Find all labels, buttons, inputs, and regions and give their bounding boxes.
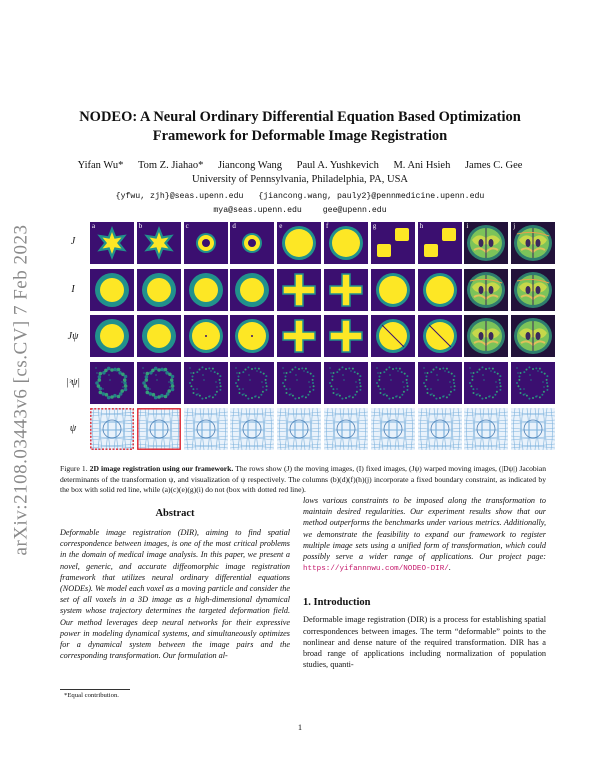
tile-graphic — [277, 269, 321, 311]
figure-tile — [230, 269, 274, 311]
figure-tile — [230, 222, 274, 264]
column-letter: e — [279, 222, 283, 230]
author: Jiancong Wang — [218, 160, 283, 171]
figure-tile — [137, 222, 181, 264]
figure-tile — [418, 362, 462, 404]
column-letter: c — [185, 222, 189, 230]
figure-tile — [511, 269, 555, 311]
abstract-heading: Abstract — [155, 508, 195, 519]
figure-tile — [418, 222, 462, 264]
email-line-2 — [0, 206, 600, 215]
tile-graphic — [324, 222, 368, 264]
tile-graphic — [464, 315, 508, 357]
column-letter: b — [138, 222, 143, 230]
tile-graphic — [230, 408, 274, 450]
tile-graphic — [230, 222, 274, 264]
tile-graphic — [324, 408, 368, 450]
section-heading-introduction: 1. Introduction — [303, 597, 371, 609]
figure-tile — [184, 315, 228, 357]
caption-bold: 2D image registration using our framework. — [89, 464, 234, 473]
abstract-cont: lows various constraints to be imposed along the transformation to maintain desired regularities. Our experiment results show that our method outperforms the benchmarks under various metrics. Additionally, we demonstrate the feasibility to expand our framework to register multiple image sets using a unified form of transformation, which could possibly serve a wider range of applications. Our project page: — [303, 496, 546, 562]
figure-tile — [324, 269, 368, 311]
figure-tile — [277, 222, 321, 264]
figure-tile — [137, 315, 181, 357]
tile-graphic — [418, 222, 462, 264]
tile-graphic — [90, 222, 134, 264]
tile-graphic — [137, 269, 181, 311]
figure-tile — [324, 222, 368, 264]
tile-graphic — [90, 362, 134, 404]
tile-graphic — [371, 269, 415, 311]
figure-tile — [277, 408, 321, 450]
tile-graphic — [324, 315, 368, 357]
tile-graphic — [137, 362, 181, 404]
email[interactable]: gee@upenn.edu — [322, 206, 387, 215]
figure-tile — [230, 315, 274, 357]
abstract-end: . — [448, 563, 451, 573]
figure-tile — [184, 269, 228, 311]
tile-graphic — [464, 269, 508, 311]
intro-text: Deformable image registration (DIR) is a process for establishing spatial correspondences between images. The term “deformable” points to the nonlinear and dense nature of the required transformation. DIR has a broad range of applications including normalization of population studies, quanti- — [303, 615, 546, 670]
tile-graphic — [371, 222, 415, 264]
column-letter: f — [326, 222, 329, 230]
caption-text: The rows show (J) the moving images, (I) fixed images, (Jψ) warped moving images, (|Dψ|) Jacobian determinants of the transformation ψ, and visualization of ψ respectively. The columns (b)(d)(f)(h)(j) incorporate a fixed boundary constraint, as indicated by the box with solid red line, while (a)(c)(e)(g)(i) do not (box with dotted red line). — [60, 464, 546, 494]
tile-graphic — [464, 362, 508, 404]
tile-graphic — [277, 362, 321, 404]
figure-tile — [511, 362, 555, 404]
figure-tile — [418, 269, 462, 311]
tile-graphic — [230, 315, 274, 357]
tile-graphic — [418, 408, 462, 450]
row-label-j: J — [70, 236, 76, 247]
figure-tile — [137, 408, 181, 450]
figure-tile — [464, 362, 508, 404]
figure-tile — [464, 315, 508, 357]
tile-graphic — [371, 362, 415, 404]
figure-tile — [511, 315, 555, 357]
tile-graphic — [184, 269, 228, 311]
figure-tile — [371, 222, 415, 264]
right-column — [303, 495, 546, 670]
affiliation: University of Pennsylvania, Philadelphia, PA, USA — [191, 174, 409, 185]
figure-tile — [184, 362, 228, 404]
abstract-text-cont — [303, 495, 546, 575]
row-label-psi: ψ — [69, 423, 77, 434]
figure-tile — [371, 269, 415, 311]
figure-tile — [371, 315, 415, 357]
figure-tile — [324, 362, 368, 404]
tile-graphic — [137, 315, 181, 357]
figure-tile — [511, 408, 555, 450]
tile-graphic — [230, 269, 274, 311]
figure-tile — [90, 315, 134, 357]
figure-tile — [90, 408, 134, 450]
figure-tile — [277, 315, 321, 357]
arxiv-stamp — [6, 210, 36, 570]
figure-tile — [137, 269, 181, 311]
author: Paul A. Yushkevich — [296, 160, 379, 171]
figure-tile — [371, 408, 415, 450]
tile-graphic — [277, 315, 321, 357]
tile-graphic — [137, 222, 181, 264]
author: Yifan Wu* — [77, 160, 124, 171]
tile-graphic — [90, 408, 134, 450]
tile-graphic — [184, 222, 228, 264]
figure-tile — [324, 315, 368, 357]
tile-graphic — [418, 315, 462, 357]
footnote: *Equal contribution. — [64, 692, 119, 699]
author: James C. Gee — [464, 160, 523, 171]
email-line-1 — [0, 192, 600, 201]
tile-graphic — [277, 408, 321, 450]
figure-caption — [60, 464, 546, 496]
email[interactable]: {jiancong.wang, pauly2}@pennmedicine.upenn.edu — [258, 192, 485, 201]
figure-tile — [511, 222, 555, 264]
title-line-2: Framework for Deformable Image Registration — [152, 128, 448, 144]
abstract-text: Deformable image registration (DIR), aiming to find spatial correspondence between images, is one of the most critical problems in the domain of medical image analysis. In this paper, we present a novel, generic, and accurate diffeomorphic image registration framework that utilizes neural ordinary differential equations (NODEs). We model each voxel as a moving particle and consider the set of all voxels in a 3D image as a high-dimensional dynamical system whose trajectory determines the targeted deformation field. Our method leverages deep neural networks for their expressive power in modeling dynamical systems, and simultaneously optimizes for a dynamical system between the image pairs and the corresponding transformation. Our formulation al- — [60, 528, 290, 661]
figure-tile — [464, 222, 508, 264]
tile-graphic — [324, 269, 368, 311]
figure-tile — [277, 362, 321, 404]
column-letter: a — [92, 222, 96, 230]
arxiv-stamp-text: arXiv:2108.03443v6 [cs.CV] 7 Feb 2023 — [10, 224, 32, 556]
tile-graphic — [418, 269, 462, 311]
figure-tile — [324, 408, 368, 450]
column-letter: j — [513, 222, 516, 230]
email[interactable]: mya@seas.upenn.edu — [213, 206, 302, 215]
tile-graphic — [230, 362, 274, 404]
author-list — [0, 160, 600, 171]
figure-tile — [184, 222, 228, 264]
caption-prefix: Figure 1. — [60, 464, 88, 473]
figure-1 — [60, 222, 548, 462]
tile-graphic — [184, 315, 228, 357]
tile-graphic — [464, 408, 508, 450]
paper-title — [0, 108, 600, 146]
row-label-jacobian: |ᶟψ| — [65, 377, 81, 388]
tile-graphic — [511, 222, 555, 264]
figure-tile — [277, 269, 321, 311]
page-number: 1 — [297, 722, 303, 732]
tile-graphic — [371, 408, 415, 450]
figure-tile — [90, 269, 134, 311]
figure-tile — [137, 362, 181, 404]
figure-tile — [418, 315, 462, 357]
figure-tile — [371, 362, 415, 404]
footnote-divider — [60, 689, 130, 690]
title-line-1: NODEO: A Neural Ordinary Differential Equation Based Optimization — [79, 109, 521, 125]
figure-tile — [90, 362, 134, 404]
tile-graphic — [184, 408, 228, 450]
figure-tile — [464, 408, 508, 450]
tile-graphic — [511, 269, 555, 311]
tile-graphic — [277, 222, 321, 264]
row-label-i: I — [71, 284, 75, 295]
tile-graphic — [371, 315, 415, 357]
tile-graphic — [511, 362, 555, 404]
tile-graphic — [418, 362, 462, 404]
figure-tile — [90, 222, 134, 264]
figure-tile — [464, 269, 508, 311]
tile-graphic — [90, 269, 134, 311]
tile-graphic — [137, 408, 181, 450]
tile-graphic — [90, 315, 134, 357]
project-link[interactable]: https://yifannnwu.com/NODEO-DIR/ — [303, 565, 449, 574]
tile-graphic — [511, 315, 555, 357]
column-letter: d — [232, 222, 236, 230]
column-letter: h — [419, 222, 424, 230]
author: M. Ani Hsieh — [393, 160, 451, 171]
figure-tile — [230, 362, 274, 404]
left-column — [60, 508, 290, 661]
row-label-warped: Jψ — [67, 331, 79, 342]
tile-graphic — [184, 362, 228, 404]
email[interactable]: {yfwu, zjh}@seas.upenn.edu — [115, 192, 244, 201]
column-letter: i — [466, 222, 469, 230]
column-letter: g — [372, 222, 377, 230]
figure-tile — [230, 408, 274, 450]
author: Tom Z. Jiahao* — [137, 160, 204, 171]
tile-graphic — [511, 408, 555, 450]
figure-tile — [418, 408, 462, 450]
tile-graphic — [324, 362, 368, 404]
tile-graphic — [464, 222, 508, 264]
figure-tile — [184, 408, 228, 450]
